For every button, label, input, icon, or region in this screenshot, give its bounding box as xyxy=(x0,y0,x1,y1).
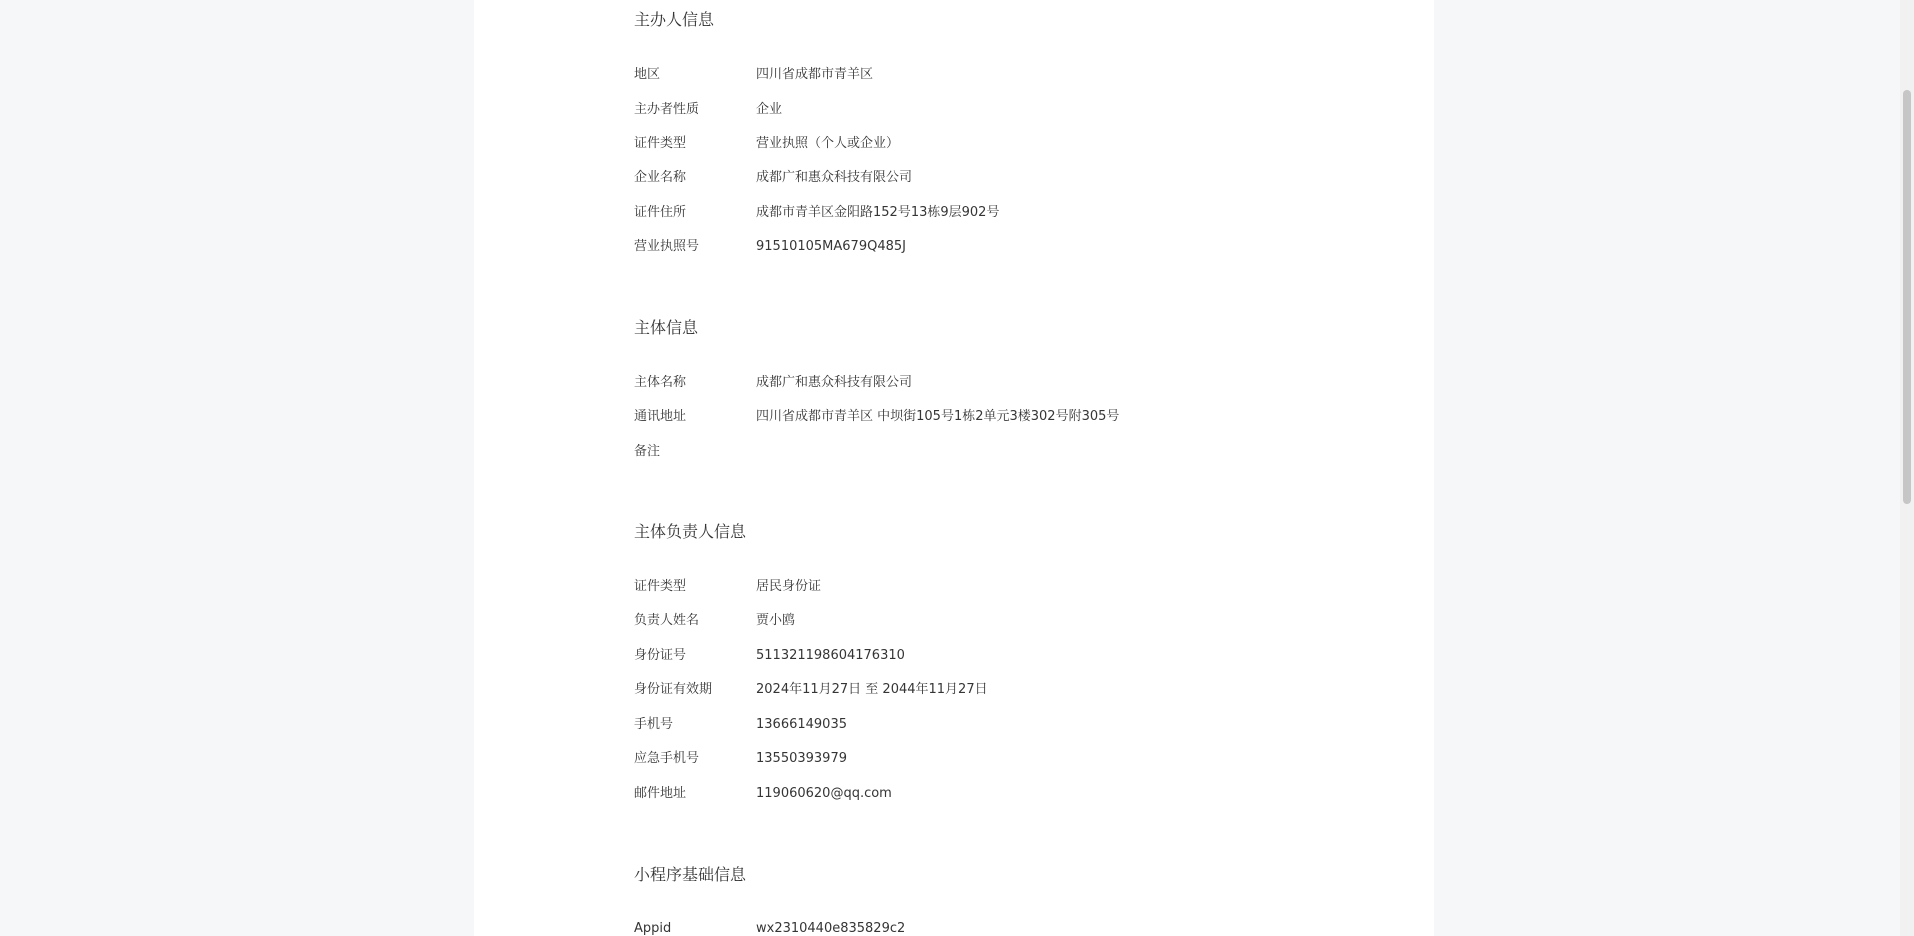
row-value: 居民身份证 xyxy=(756,579,822,594)
row-value: 成都广和惠众科技有限公司 xyxy=(756,375,913,390)
row-label: Appid xyxy=(634,921,672,936)
row-label: 证件住所 xyxy=(634,205,687,220)
row-label: 负责人姓名 xyxy=(634,613,700,628)
row-label: 主办者性质 xyxy=(634,102,700,117)
row-label: 手机号 xyxy=(634,717,674,732)
info-row xyxy=(634,749,1394,769)
info-row xyxy=(634,577,1394,597)
row-label: 备注 xyxy=(634,444,661,459)
row-label: 身份证有效期 xyxy=(634,682,713,697)
row-label: 主体名称 xyxy=(634,375,687,390)
vertical-scrollbar[interactable] xyxy=(1900,0,1914,936)
info-row xyxy=(634,680,1394,700)
row-label: 应急手机号 xyxy=(634,751,700,766)
row-value: 贾小鸥 xyxy=(756,613,796,628)
info-row xyxy=(634,237,1394,257)
info-row xyxy=(634,919,1394,936)
row-label: 证件类型 xyxy=(634,136,687,151)
section-title-principal: 主体负责人信息 xyxy=(634,522,747,541)
row-label: 邮件地址 xyxy=(634,786,687,801)
info-row xyxy=(634,715,1394,735)
row-value: wx2310440e835829c2 xyxy=(756,921,906,936)
row-value: 四川省成都市青羊区 xyxy=(756,67,874,82)
row-label: 营业执照号 xyxy=(634,239,700,254)
row-value: 四川省成都市青羊区 中坝街105号1栋2单元3楼302号附305号 xyxy=(756,409,1120,424)
info-row xyxy=(634,784,1394,804)
section-title-organizer: 主办人信息 xyxy=(634,10,715,29)
row-value: 119060620@qq.com xyxy=(756,786,892,801)
row-label: 通讯地址 xyxy=(634,409,687,424)
row-value: 2024年11月27日 至 2044年11月27日 xyxy=(756,682,988,697)
row-value: 企业 xyxy=(756,102,783,117)
row-value: 营业执照（个人或企业） xyxy=(756,136,900,151)
section-title-miniprogram: 小程序基础信息 xyxy=(634,865,747,884)
section-title-subject: 主体信息 xyxy=(634,318,699,337)
info-row xyxy=(634,100,1394,120)
row-value: 成都市青羊区金阳路152号13栋9层902号 xyxy=(756,205,1000,220)
row-label: 身份证号 xyxy=(634,648,687,663)
row-label: 地区 xyxy=(634,67,661,82)
info-row xyxy=(634,168,1394,188)
info-row xyxy=(634,373,1394,393)
info-row xyxy=(634,407,1394,427)
row-value: 91510105MA679Q485J xyxy=(756,239,906,254)
row-label: 企业名称 xyxy=(634,170,687,185)
row-label: 证件类型 xyxy=(634,579,687,594)
info-row xyxy=(634,203,1394,223)
row-value: 成都广和惠众科技有限公司 xyxy=(756,170,913,185)
info-row xyxy=(634,442,1394,462)
info-row xyxy=(634,646,1394,666)
info-row xyxy=(634,134,1394,154)
info-row xyxy=(634,611,1394,631)
info-row xyxy=(634,65,1394,85)
row-value: 13666149035 xyxy=(756,717,847,732)
row-value: 511321198604176310 xyxy=(756,648,905,663)
scrollbar-thumb[interactable] xyxy=(1903,90,1911,504)
row-value: 13550393979 xyxy=(756,751,847,766)
